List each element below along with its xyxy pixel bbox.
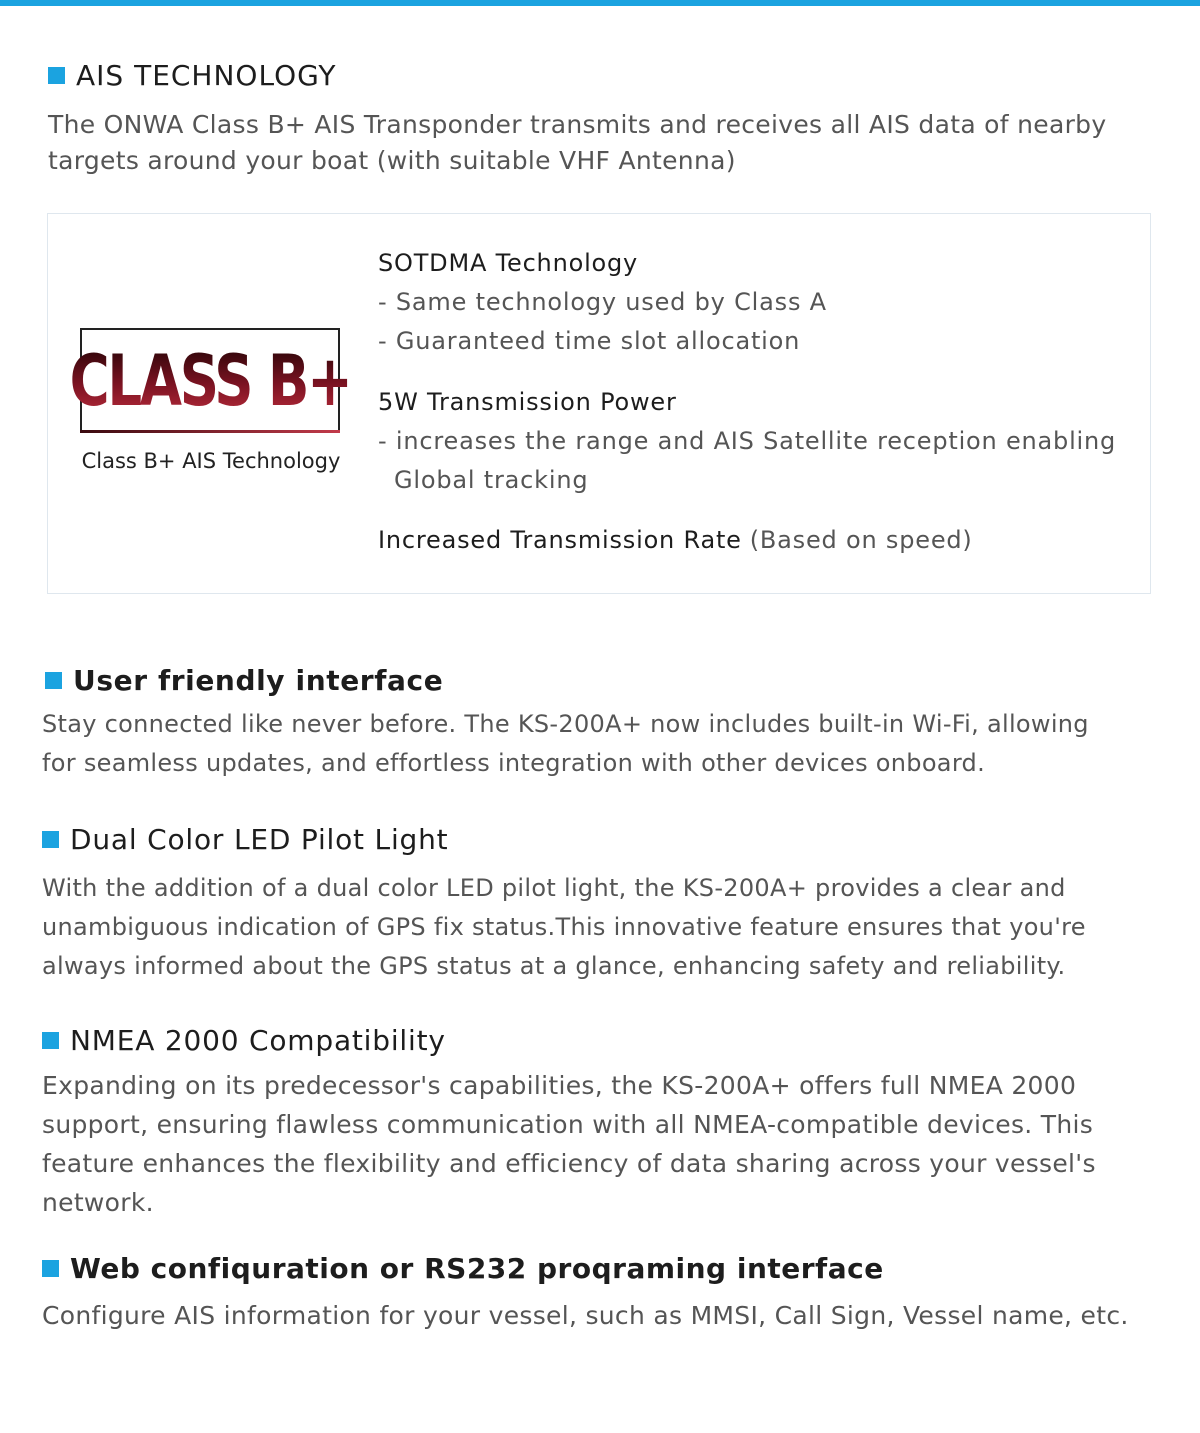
- user-friendly-title: User friendly interface: [73, 664, 444, 697]
- web-config-line-1: Configure AIS information for your vessel, such as MMSI, Call Sign, Vessel name, etc.: [42, 1301, 1129, 1330]
- power-item-line-2: Global tracking: [394, 466, 589, 494]
- power-title: 5W Transmission Power: [378, 388, 677, 416]
- class-b-plus-logo-text: CLASS B+: [69, 339, 351, 422]
- ais-technology-heading: [48, 59, 337, 92]
- badge-caption: Class B+ AIS Technology: [81, 449, 341, 473]
- led-line-1: With the addition of a dual color LED pilot light, the KS-200A+ provides a clear and: [42, 874, 1066, 902]
- user-friendly-line-2: for seamless updates, and effortless integration with other devices onboard.: [42, 749, 986, 777]
- blue-square-bullet-icon: [48, 67, 65, 84]
- nmea-heading: [42, 1024, 446, 1057]
- class-b-plus-logo: [69, 328, 351, 433]
- logo-underline: [80, 430, 340, 433]
- nmea-line-2: support, ensuring flawless communication with all NMEA-compatible devices. This: [42, 1110, 1094, 1139]
- user-friendly-heading: [45, 664, 443, 697]
- top-accent-bar: [0, 0, 1200, 6]
- blue-square-bullet-icon: [42, 831, 59, 848]
- nmea-line-3: feature enhances the flexibility and efficiency of data sharing across your vessel's: [42, 1149, 1096, 1178]
- user-friendly-line-1: Stay connected like never before. The KS-200A+ now includes built-in Wi-Fi, allowing: [42, 710, 1089, 738]
- led-title: Dual Color LED Pilot Light: [70, 823, 449, 856]
- power-item-line-1: - increases the range and AIS Satellite reception enabling: [378, 427, 1117, 455]
- ais-description-line-2: targets around your boat (with suitable VHF Antenna): [48, 146, 736, 175]
- sotdma-item-2: - Guaranteed time slot allocation: [378, 327, 801, 355]
- sotdma-title: SOTDMA Technology: [378, 249, 639, 277]
- nmea-line-1: Expanding on its predecessor's capabilities, the KS-200A+ offers full NMEA 2000: [42, 1071, 1077, 1100]
- transmission-rate-row: [378, 526, 973, 554]
- web-config-heading: [42, 1252, 884, 1285]
- led-heading: [42, 823, 448, 856]
- blue-square-bullet-icon: [42, 1032, 59, 1049]
- blue-square-bullet-icon: [42, 1260, 59, 1277]
- sotdma-item-1: - Same technology used by Class A: [378, 288, 827, 316]
- web-config-title: Web confiquration or RS232 proqraming interface: [70, 1252, 884, 1285]
- transmission-rate-note: (Based on speed): [749, 526, 973, 554]
- ais-description-line-1: The ONWA Class B+ AIS Transponder transmits and receives all AIS data of nearby: [48, 110, 1107, 139]
- led-line-3: always informed about the GPS status at a glance, enhancing safety and reliability.: [42, 952, 1066, 980]
- ais-technology-title: AIS TECHNOLOGY: [76, 59, 337, 92]
- nmea-title: NMEA 2000 Compatibility: [70, 1024, 446, 1057]
- transmission-rate-title: Increased Transmission Rate: [378, 526, 742, 554]
- nmea-line-4: network.: [42, 1188, 154, 1217]
- blue-square-bullet-icon: [45, 672, 62, 689]
- led-line-2: unambiguous indication of GPS fix status.This innovative feature ensures that you're: [42, 913, 1086, 941]
